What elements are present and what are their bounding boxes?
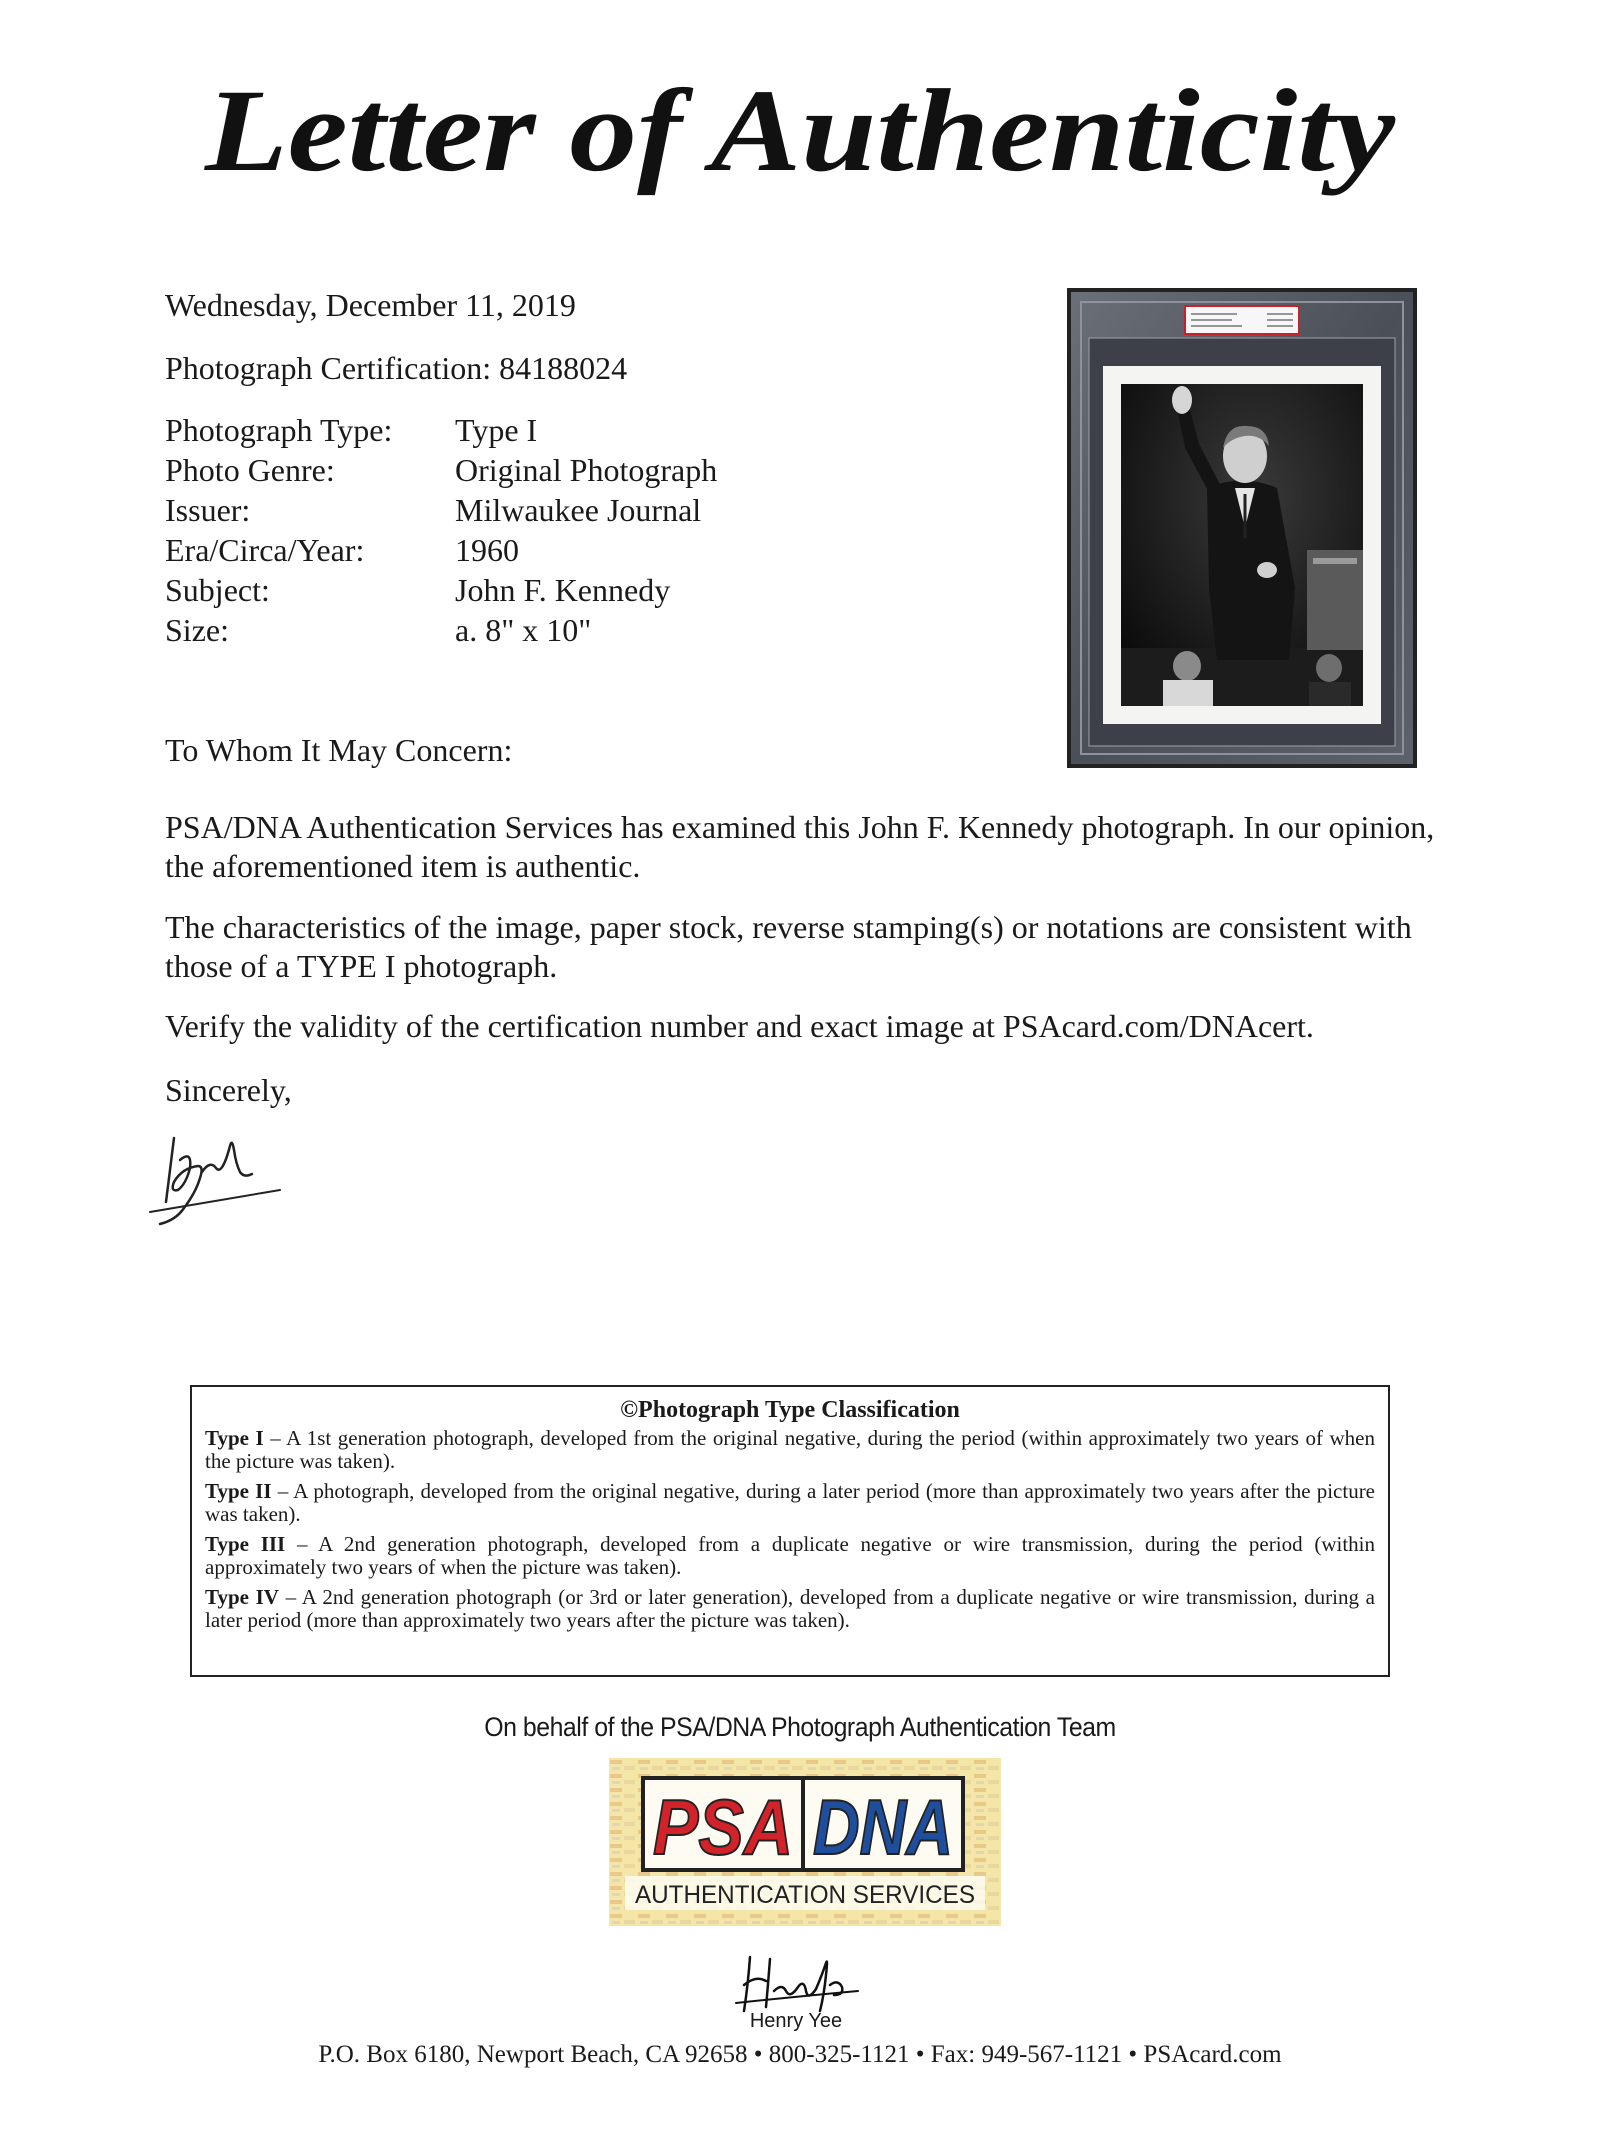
type-name: Type I	[205, 1426, 264, 1450]
detail-value: Type I	[455, 412, 538, 448]
letter-title-text: Letter of Authenticity	[203, 65, 1396, 196]
detail-label: Size:	[165, 612, 229, 648]
body-paragraph: Verify the validity of the certification number and exact image at PSAcard.com/DNAcert.	[165, 1008, 1314, 1044]
certification-line	[165, 348, 627, 388]
certification-number: 84188024	[499, 350, 628, 386]
detail-row	[165, 570, 717, 610]
body-paragraph: PSA/DNA Authentication Services has examined this John F. Kennedy photograph. In our opinion, the aforementioned item is authentic.	[165, 809, 1435, 884]
detail-label: Issuer:	[165, 492, 251, 528]
salutation: To Whom It May Concern:	[165, 732, 513, 768]
handwritten-signature	[140, 1120, 300, 1230]
type-description: – A 1st generation photograph, developed from the original negative, during the period (within approximately two years of when the picture was taken).	[205, 1426, 1375, 1473]
detail-row	[165, 490, 717, 530]
type-entry	[205, 1533, 1375, 1579]
detail-label: Era/Circa/Year:	[165, 532, 365, 568]
classification-title: ©Photograph Type Classification	[620, 1397, 960, 1423]
type-entry	[205, 1427, 1375, 1473]
photo-details	[165, 410, 717, 650]
detail-value: a. 8" x 10"	[455, 612, 592, 648]
detail-label: Photo Genre:	[165, 452, 335, 488]
signer-name: Henry Yee	[749, 2010, 843, 2032]
detail-label: Photograph Type:	[165, 412, 393, 448]
closing: Sincerely,	[165, 1072, 292, 1108]
detail-row	[165, 530, 717, 570]
logo-psa-mark: PSA	[653, 1783, 793, 1871]
type-name: Type IV	[205, 1585, 279, 1609]
type-classification-box	[190, 1385, 1390, 1677]
type-description: – A 2nd generation photograph, developed from a duplicate negative or wire transmission, during the period (within approximately two years of when the picture was taken).	[205, 1532, 1375, 1579]
type-entry	[205, 1480, 1375, 1526]
type-entry	[205, 1586, 1375, 1632]
behalf-line: On behalf of the PSA/DNA Photograph Authentication Team	[484, 1712, 1116, 1742]
detail-row	[165, 450, 717, 490]
detail-value: John F. Kennedy	[455, 572, 671, 608]
logo-dna-mark: DNA	[813, 1783, 953, 1871]
body-paragraph: The characteristics of the image, paper stock, reverse stamping(s) or notations are consistent with those of a TYPE I photograph.	[165, 909, 1412, 984]
type-name: Type II	[205, 1479, 272, 1503]
letter-title	[0, 30, 1600, 230]
footer-contact: P.O. Box 6180, Newport Beach, CA 92658 • 800-325-1121 • Fax: 949-567-1121 • PSAcard.com	[318, 2041, 1282, 2068]
detail-value: Original Photograph	[455, 452, 718, 488]
detail-row	[165, 410, 717, 450]
detail-value: Milwaukee Journal	[455, 492, 702, 528]
psa-dna-logo	[609, 1758, 1001, 1926]
logo-tagline: AUTHENTICATION SERVICES	[635, 1881, 975, 1909]
certification-label: Photograph Certification:	[165, 350, 492, 386]
detail-label: Subject:	[165, 572, 270, 608]
type-description: – A photograph, developed from the original negative, during a later period (more than approximately two years after the picture was taken).	[205, 1479, 1376, 1526]
detail-row	[165, 610, 717, 650]
detail-value: 1960	[455, 532, 519, 568]
slabbed-photograph	[1067, 288, 1417, 768]
type-name: Type III	[205, 1532, 286, 1556]
type-description: – A 2nd generation photograph (or 3rd or later generation), developed from a duplicate negative or wire transmission, during a later period (more than approximately two years after the picture was taken).	[205, 1585, 1375, 1632]
letter-date: Wednesday, December 11, 2019	[165, 287, 576, 323]
